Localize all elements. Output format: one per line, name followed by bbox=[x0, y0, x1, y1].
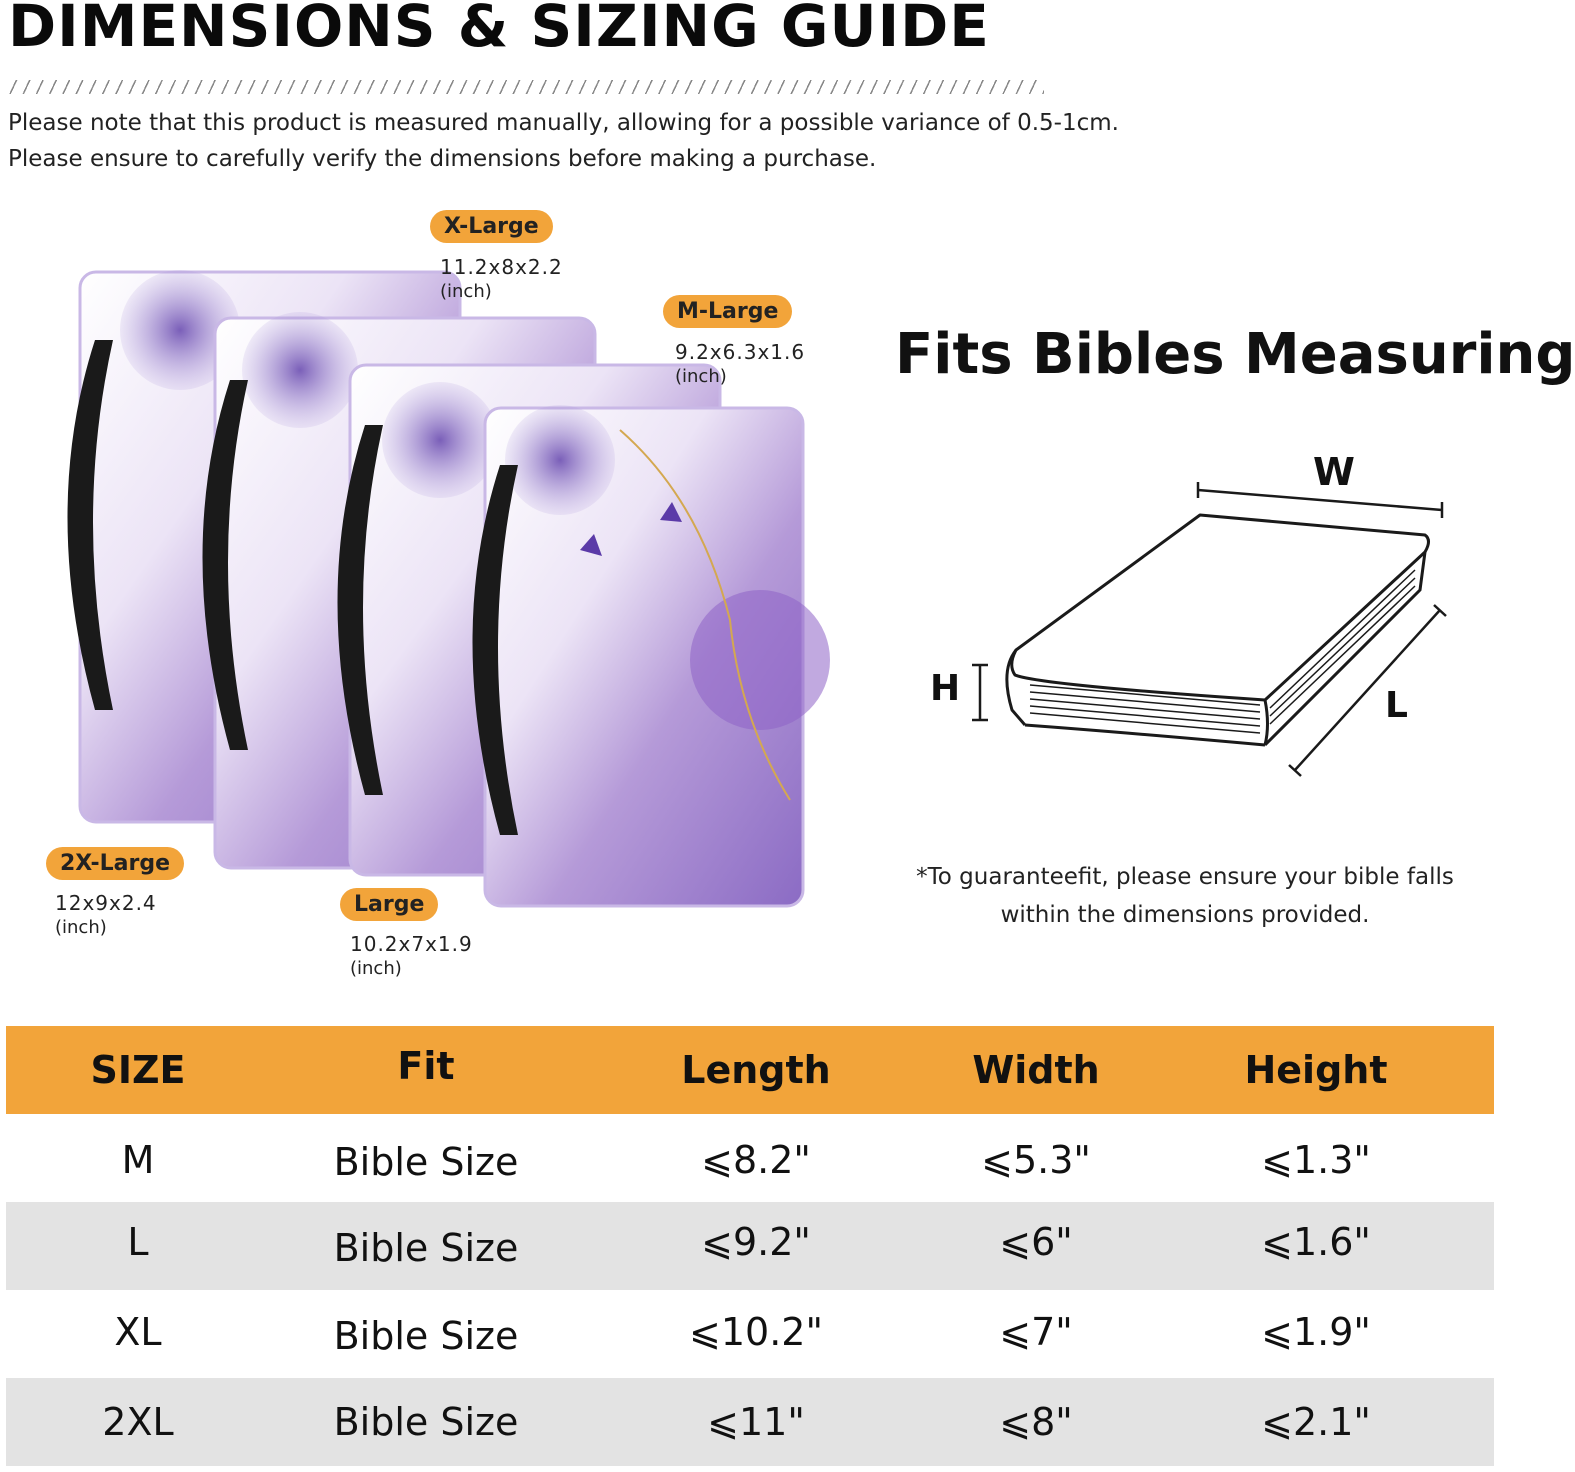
table-row bbox=[6, 1114, 1494, 1202]
cell-length: ⩽10.2" bbox=[689, 1310, 823, 1354]
size-dims-2x-large: 12x9x2.4 bbox=[55, 891, 157, 915]
cell-width: ⩽8" bbox=[999, 1400, 1073, 1444]
table-row bbox=[6, 1290, 1494, 1378]
size-dims-large: 10.2x7x1.9 bbox=[350, 932, 473, 956]
cell-size: XL bbox=[114, 1310, 162, 1354]
measurement-note-2: Please ensure to carefully verify the dimensions before making a purchase. bbox=[8, 146, 877, 172]
height-label: H bbox=[930, 668, 961, 709]
size-unit-2x-large: (inch) bbox=[55, 917, 107, 938]
size-unit-m-large: (inch) bbox=[675, 366, 727, 387]
size-table bbox=[6, 1026, 1494, 1466]
fit-guarantee-note bbox=[880, 858, 1490, 934]
measurement-note-1: Please note that this product is measured manually, allowing for a possible variance of 0.5-1cm. bbox=[8, 110, 1119, 136]
cell-length: ⩽8.2" bbox=[701, 1138, 811, 1182]
table-row bbox=[6, 1378, 1494, 1466]
cell-size: M bbox=[121, 1138, 155, 1182]
header-size: SIZE bbox=[90, 1048, 186, 1092]
fit-guarantee-line-2: within the dimensions provided. bbox=[1000, 902, 1370, 928]
hatch-divider bbox=[8, 80, 1044, 94]
book-outline-icon bbox=[1007, 515, 1429, 745]
cover-m-large bbox=[485, 405, 830, 906]
size-badge-m-large: M-Large bbox=[663, 295, 792, 328]
size-badge-x-large: X-Large bbox=[430, 210, 553, 243]
cell-width: ⩽5.3" bbox=[981, 1138, 1091, 1182]
cell-fit: Bible Size bbox=[333, 1314, 519, 1358]
size-dims-m-large: 9.2x6.3x1.6 bbox=[675, 340, 806, 364]
cell-fit: Bible Size bbox=[333, 1140, 519, 1184]
header-fit: Fit bbox=[397, 1044, 455, 1088]
table-row bbox=[6, 1202, 1494, 1290]
fit-guarantee-line-1: *To guaranteefit, please ensure your bible falls bbox=[916, 864, 1454, 890]
header-height: Height bbox=[1244, 1048, 1388, 1092]
cell-size: L bbox=[127, 1220, 149, 1264]
fits-heading: Fits Bibles Measuring bbox=[895, 322, 1575, 387]
header-width: Width bbox=[972, 1048, 1100, 1092]
book-dimension-diagram bbox=[920, 440, 1480, 800]
cell-height: ⩽1.3" bbox=[1261, 1138, 1371, 1182]
width-label: W bbox=[1313, 450, 1355, 494]
cell-width: ⩽7" bbox=[999, 1310, 1073, 1354]
cell-height: ⩽1.9" bbox=[1261, 1310, 1371, 1354]
cell-height: ⩽2.1" bbox=[1261, 1400, 1371, 1444]
cell-size: 2XL bbox=[102, 1400, 174, 1444]
length-label: L bbox=[1385, 685, 1408, 726]
cell-width: ⩽6" bbox=[999, 1220, 1073, 1264]
cell-fit: Bible Size bbox=[333, 1400, 519, 1444]
cell-height: ⩽1.6" bbox=[1261, 1220, 1371, 1264]
cell-length: ⩽11" bbox=[707, 1400, 805, 1444]
cell-length: ⩽9.2" bbox=[701, 1220, 811, 1264]
header-length: Length bbox=[681, 1048, 831, 1092]
height-measure-line bbox=[972, 665, 988, 720]
page-title: DIMENSIONS & SIZING GUIDE bbox=[8, 0, 990, 60]
cell-fit: Bible Size bbox=[333, 1226, 519, 1270]
size-unit-large: (inch) bbox=[350, 958, 402, 979]
size-badge-large: Large bbox=[340, 888, 438, 921]
table-header-row bbox=[6, 1026, 1494, 1114]
size-badge-2x-large: 2X-Large bbox=[46, 847, 184, 880]
size-dims-x-large: 11.2x8x2.2 bbox=[440, 255, 563, 279]
size-unit-x-large: (inch) bbox=[440, 281, 492, 302]
